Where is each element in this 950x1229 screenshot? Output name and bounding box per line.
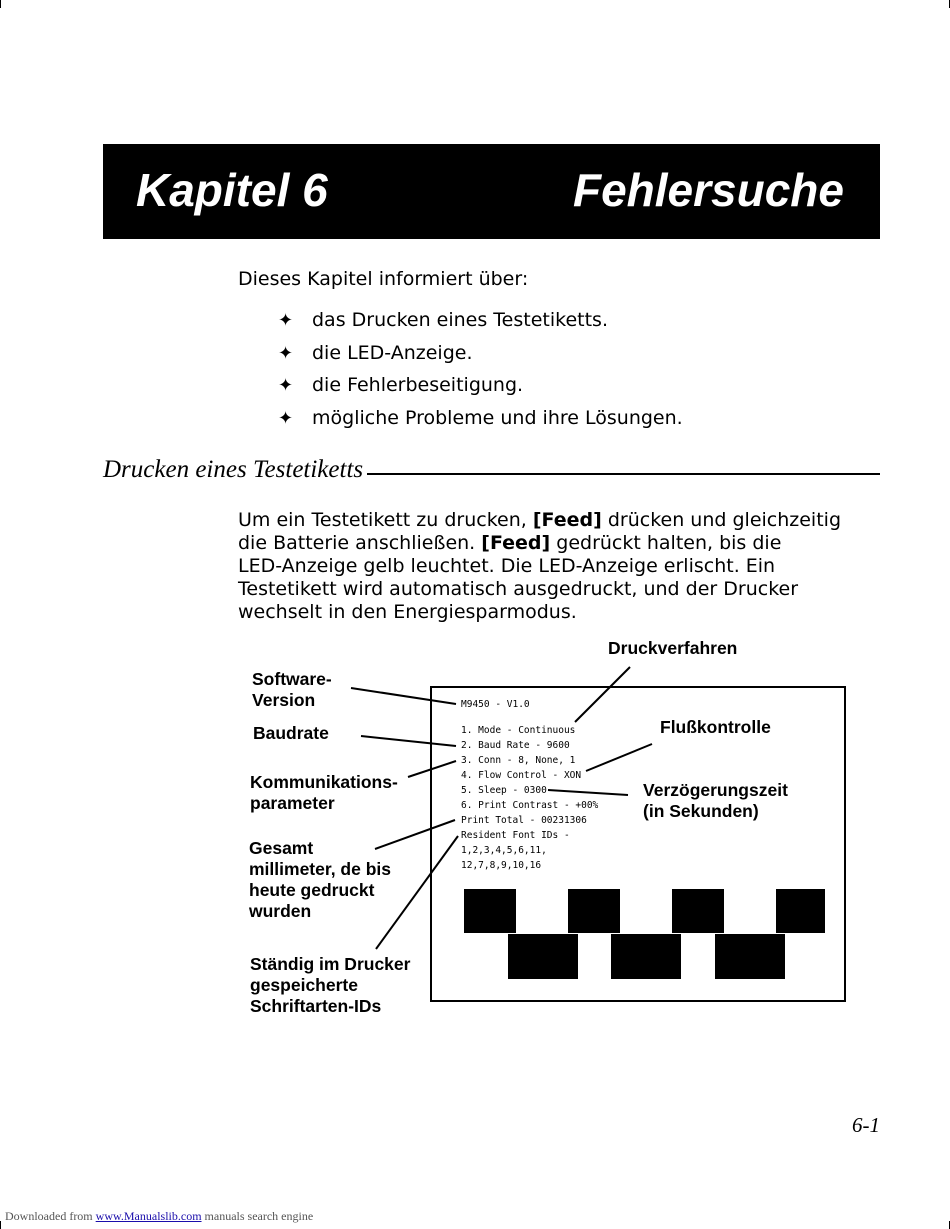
- label-line: 4. Flow Control - XON: [461, 770, 582, 781]
- list-item: [278, 373, 683, 406]
- para-text: Um ein Testetikett zu drucken,: [238, 509, 533, 531]
- chapter-number: Kapitel 6: [136, 164, 328, 216]
- callout-software-version: Software- Version: [252, 669, 332, 710]
- callout-total-mm: Gesamt millimeter, de bis heute gedruckt wurden: [249, 838, 391, 921]
- callout-resident-fonts: Ständig im Drucker gespeicherte Schriftarten-IDs: [250, 954, 411, 1016]
- callout-comm-params: Kommunikations- parameter: [250, 772, 398, 813]
- footer-text: Downloaded from: [5, 1209, 96, 1223]
- label-line: M9450 - V1.0: [461, 699, 530, 710]
- list-item-text: mögliche Probleme und ihre Lösungen.: [312, 406, 683, 429]
- list-item: [278, 308, 683, 341]
- label-line: Resident Font IDs -: [461, 830, 570, 841]
- manualslib-link[interactable]: www.Manualslib.com: [95, 1209, 202, 1223]
- label-line: 3. Conn - 8, None, 1: [461, 755, 576, 766]
- feed-key-label: [Feed]: [481, 532, 551, 554]
- chapter-title: Fehlersuche: [573, 164, 844, 216]
- label-line: 1. Mode - Continuous: [461, 725, 576, 736]
- star-bullet-icon: ✦: [278, 342, 294, 364]
- para-text: LED-Anzeige gelb leuchtet. Die LED-Anzeige erlischt. Ein: [238, 555, 776, 577]
- list-item-text: die Fehlerbeseitigung.: [312, 374, 524, 396]
- star-bullet-icon: ✦: [278, 407, 294, 429]
- callout-flow-control: Flußkontrolle: [660, 717, 771, 737]
- label-line: 6. Print Contrast - +00%: [461, 800, 599, 811]
- download-footer: [5, 1209, 313, 1224]
- list-item-text: die LED-Anzeige.: [312, 341, 473, 364]
- feed-key-label: [Feed]: [532, 509, 602, 531]
- section-title: Drucken eines Testetiketts: [103, 456, 364, 483]
- instruction-paragraph: [238, 509, 878, 624]
- callout-baudrate: Baudrate: [253, 723, 329, 743]
- intro-text: Dieses Kapitel informiert über:: [238, 268, 529, 290]
- list-item-text: das Drucken eines Testetiketts.: [312, 309, 608, 331]
- para-text: Testetikett wird automatisch ausgedruckt, und der Drucker: [238, 578, 799, 600]
- star-bullet-icon: ✦: [278, 375, 294, 396]
- chapter-header: [103, 144, 880, 239]
- para-text: wechselt in den Energiesparmodus.: [238, 601, 577, 623]
- crop-mark: [0, 0, 1, 8]
- footer-text: manuals search engine: [201, 1209, 314, 1223]
- callout-delay: Verzögerungszeit (in Sekunden): [643, 780, 788, 821]
- label-line: 12,7,8,9,10,16: [461, 860, 542, 871]
- para-text: drücken und gleichzeitig: [601, 509, 842, 531]
- label-line: 2. Baud Rate - 9600: [461, 740, 570, 751]
- topic-list: [278, 308, 683, 438]
- label-line: Print Total - 00231306: [461, 815, 587, 826]
- para-text: die Batterie anschließen.: [238, 532, 482, 554]
- heading-rule: [367, 473, 880, 475]
- page-number: 6-1: [852, 1113, 880, 1137]
- list-item: [278, 341, 683, 374]
- para-text: gedrückt halten, bis die: [550, 532, 782, 554]
- label-line: 5. Sleep - 0300: [461, 785, 547, 796]
- list-item: [278, 406, 683, 439]
- section-heading: [103, 453, 880, 487]
- star-bullet-icon: ✦: [278, 310, 294, 331]
- crop-mark: [0, 1221, 1, 1229]
- label-line: 1,2,3,4,5,6,11,: [461, 845, 547, 856]
- callout-print-method: Druckverfahren: [608, 638, 738, 658]
